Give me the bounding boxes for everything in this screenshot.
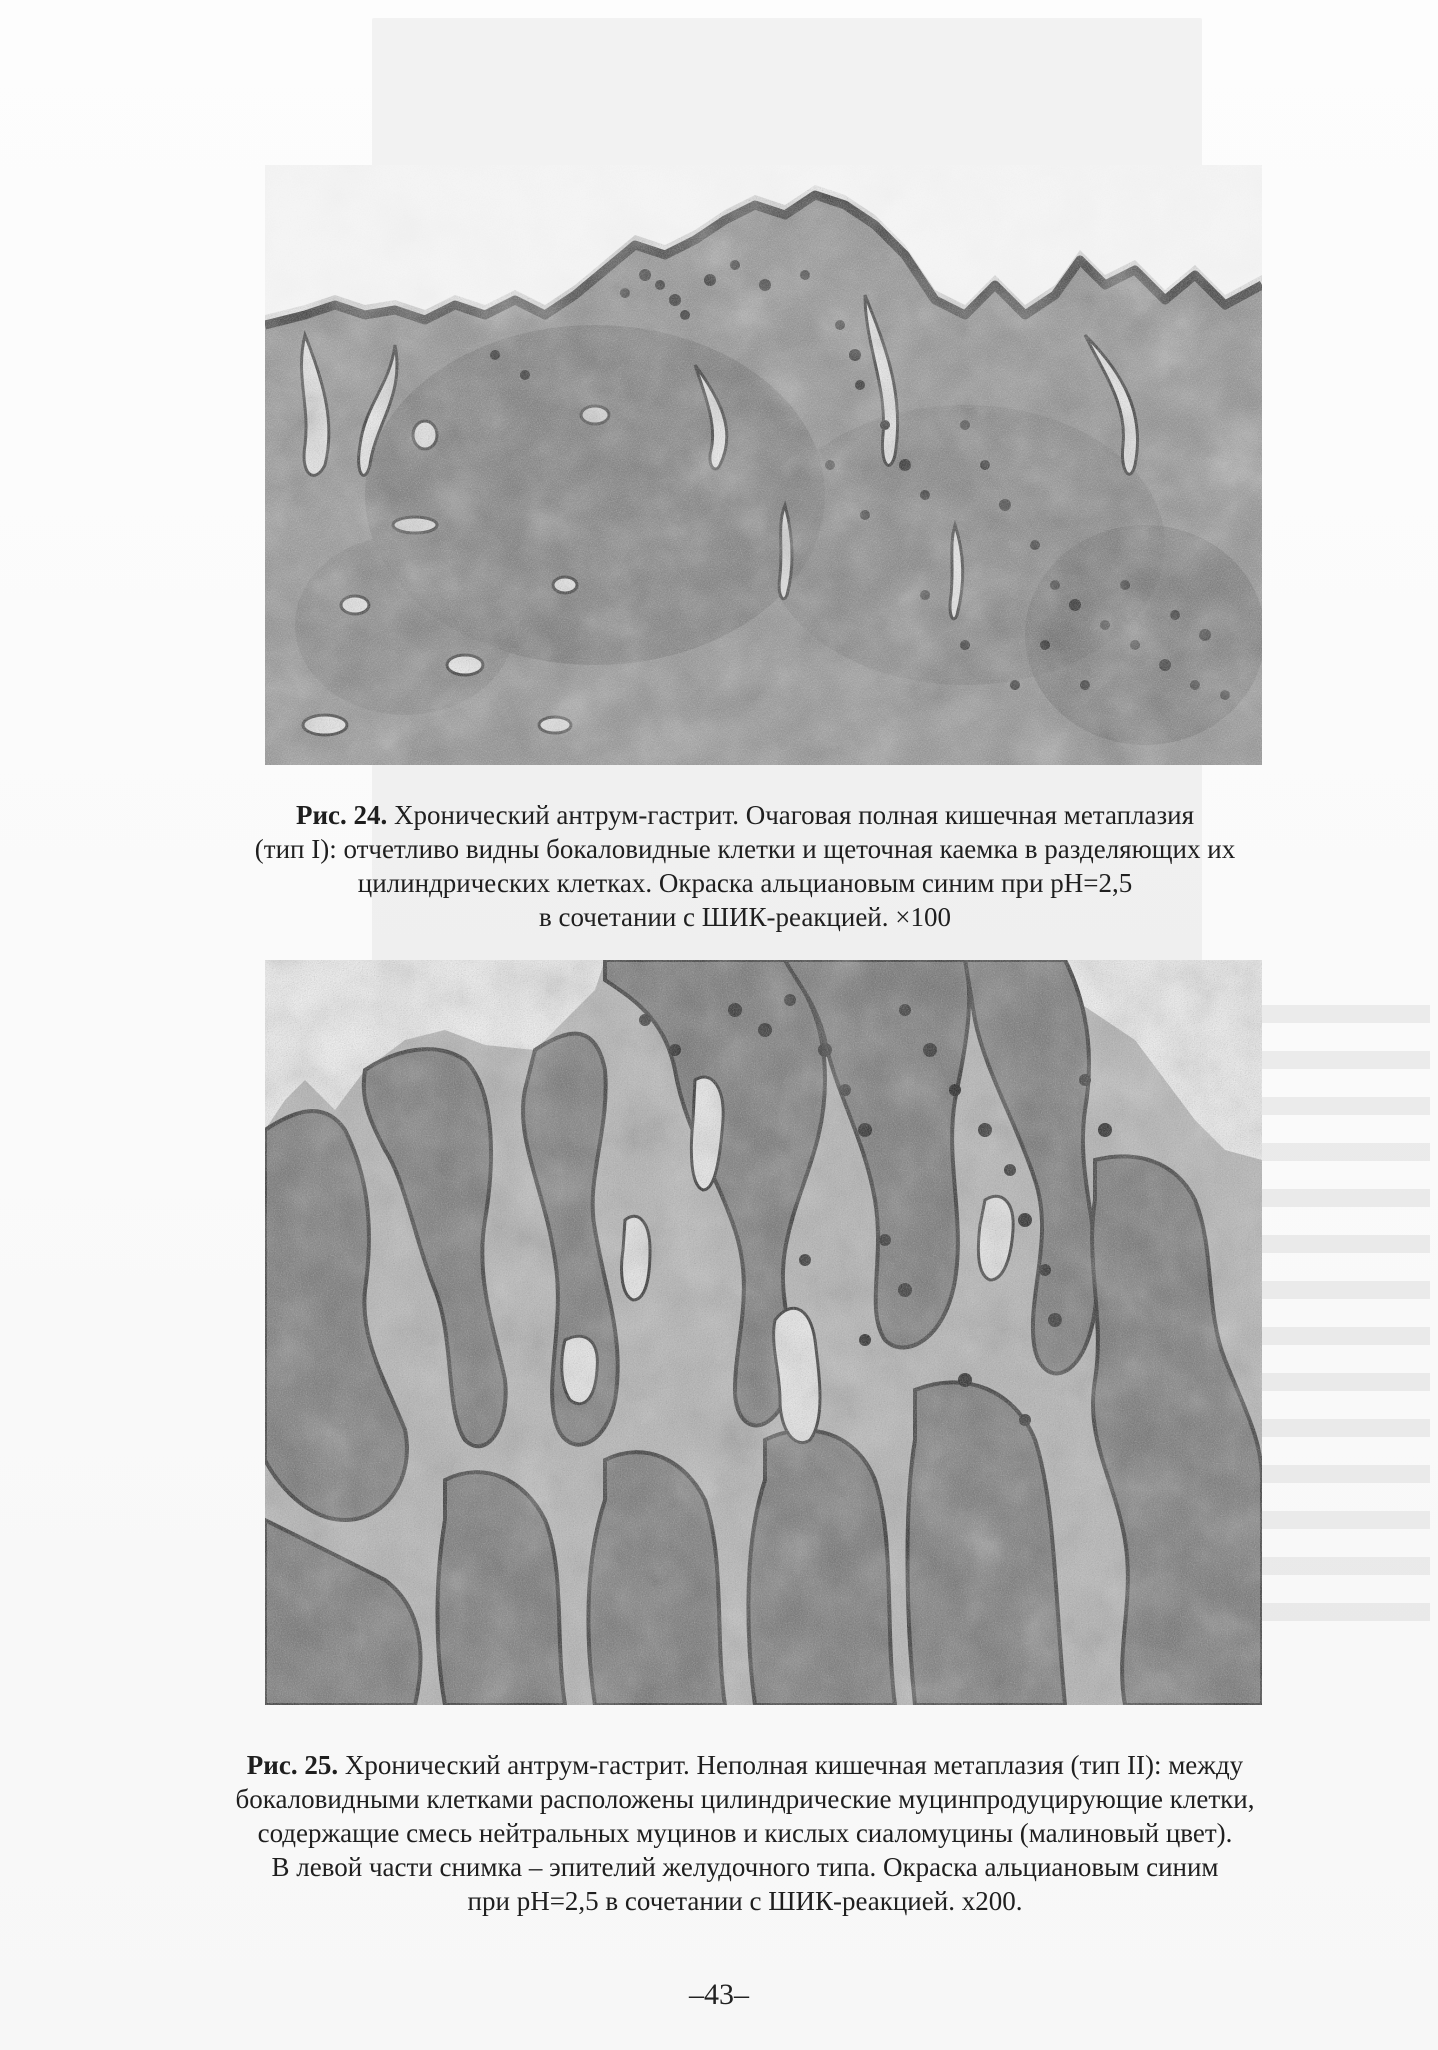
histology-micrograph-icon: [265, 960, 1262, 1705]
histology-micrograph-icon: [265, 165, 1262, 765]
figure-24-caption: [140, 798, 1350, 934]
page-number: –43–: [689, 1978, 749, 2011]
caption-text: Хронический антрум-гастрит. Очаговая полная кишечная метаплазия: [394, 800, 1195, 830]
caption-line: [140, 798, 1350, 832]
figure-label: Рис. 25.: [246, 1750, 339, 1780]
caption-line: (тип I): отчетливо видны бокаловидные клетки и щеточная каемка в разделяющих их: [254, 834, 1236, 864]
caption-line: бокаловидными клетками расположены цилиндрические муцинпродуцирующие клетки,: [235, 1784, 1255, 1814]
figure-24-image: [265, 165, 1262, 765]
caption-line: содержащие смесь нейтральных муцинов и кислых сиаломуцины (малиновый цвет).: [257, 1818, 1233, 1848]
caption-line: цилиндрических клетках. Окраска альциановым синим при pH=2,5: [357, 868, 1133, 898]
caption-line: [140, 1748, 1350, 1782]
caption-line: в сочетании с ШИК-реакцией. ×100: [538, 902, 951, 932]
caption-line: В левой части снимка – эпителий желудочного типа. Окраска альциановым синим: [271, 1852, 1219, 1882]
figure-label: Рис. 24.: [295, 800, 388, 830]
figure-25-caption: [140, 1748, 1350, 1918]
figure-25-image: [265, 960, 1262, 1705]
caption-text: Хронический антрум-гастрит. Неполная кишечная метаплазия (тип II): между: [344, 1750, 1244, 1780]
caption-line: при pH=2,5 в сочетании с ШИК-реакцией. х200.: [467, 1886, 1023, 1916]
